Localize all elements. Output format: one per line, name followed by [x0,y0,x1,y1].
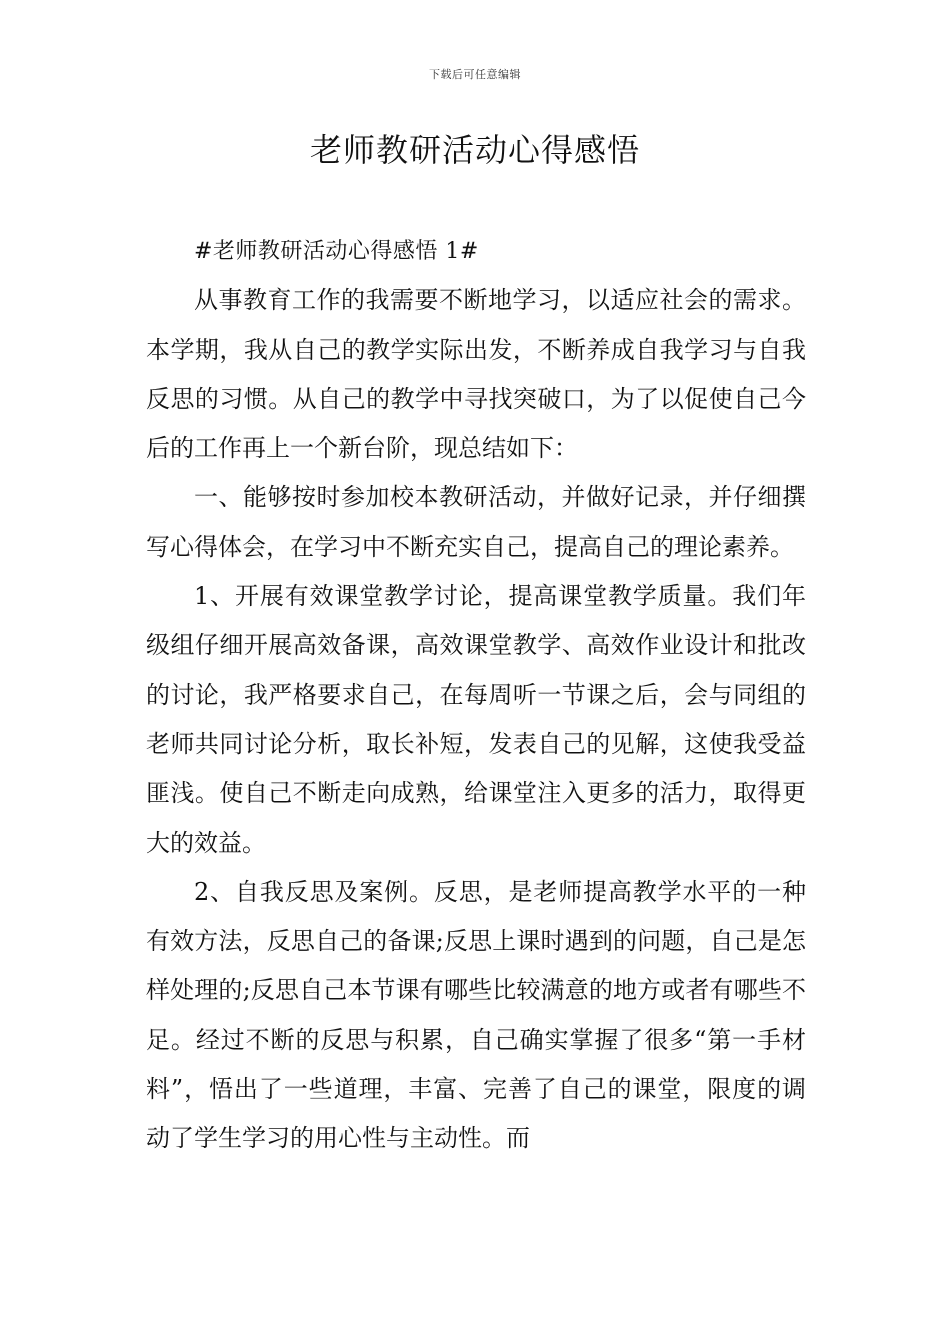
paragraph-item-2: 2、自我反思及案例。反思，是老师提高教学水平的一种有效方法，反思自己的备课;反思上课时遇到的问题，自己是怎样处理的;反思自己本节课有哪些比较满意的地方或者有哪些不足。经过不断的反思与积累，自己确实掌握了很多“第一手材料”，悟出了一些道理，丰富、完善了自己的课堂，限度的调动了学生学习的用心性与主动性。而 [146,877,806,1153]
document-title: 老师教研活动心得感悟 [309,131,640,169]
header-note: 下载后可任意编辑 [429,68,521,81]
paragraph-intro: 从事教育工作的我需要不断地学习，以适应社会的需求。本学期，我从自己的教学实际出发，不断养成自我学习与自我反思的习惯。从自己的教学中寻找突破口，为了以促使自己今后的工作再上一个新台阶，现总结如下： [146,286,806,463]
paragraph-point-one: 一、能够按时参加校本教研活动，并做好记录，并仔细撰写心得体会，在学习中不断充实自己，提高自己的理论素养。 [146,483,806,561]
document-body [146,227,806,1164]
section-heading: #老师教研活动心得感悟 1# [194,239,479,264]
paragraph-item-1: 1、开展有效课堂教学讨论，提高课堂教学质量。我们年级组仔细开展高效备课，高效课堂教学、高效作业设计和批改的讨论，我严格要求自己，在每周听一节课之后，会与同组的老师共同讨论分析，取长补短，发表自己的见解，这使我受益匪浅。使自己不断走向成熟，给课堂注入更多的活力，取得更大的效益。 [146,582,806,857]
